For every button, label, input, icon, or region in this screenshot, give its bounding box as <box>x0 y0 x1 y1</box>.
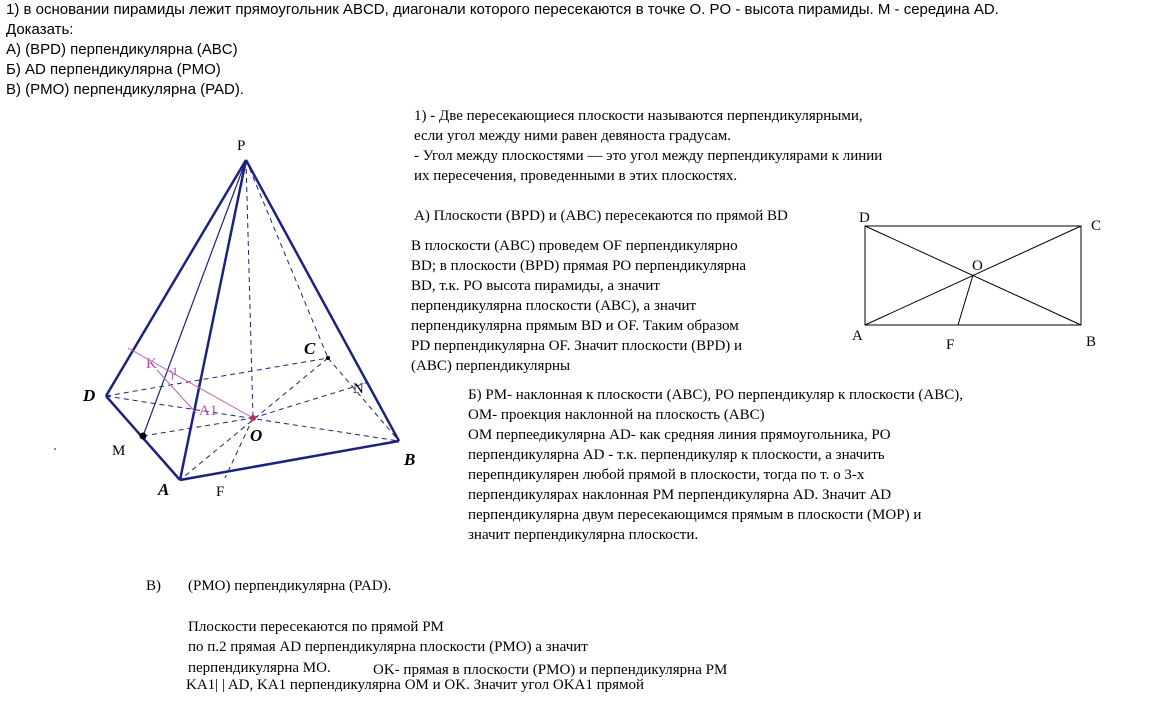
part-c-line-3a: перпендикулярна MO. <box>188 660 331 676</box>
rect-label-f: F <box>946 337 955 353</box>
part-c-heading: (PMO) перпендикулярна (PAD). <box>188 578 392 594</box>
label-m: M <box>112 443 126 459</box>
prove-label: Доказать: <box>6 21 74 38</box>
part-a-line: (ABC) перпендикулярны <box>411 358 571 374</box>
label-a1: A1 <box>199 403 218 419</box>
rect-label-d: D <box>859 210 870 226</box>
part-b-line: значит перпендикулярна плоскости. <box>468 527 699 543</box>
part-a-line: BD, т.к. PO высота пирамиды, а значит <box>411 278 660 294</box>
rect-label-c: C <box>1091 218 1102 234</box>
label-k: K <box>146 356 157 372</box>
part-c-label: В) <box>146 578 161 594</box>
claim-c: В) (PMO) перпендикулярна (PAD). <box>6 81 244 98</box>
rect-label-a: A <box>852 328 863 344</box>
part-a-line: В плоскости (ABC) проведем OF перпендикулярно <box>411 238 738 254</box>
part-b-line: перпендикулярах наклонная PM перпендикулярна AD. Значит AD <box>468 487 892 503</box>
part-c-line-4: KA1| | AD, KA1 перпендикулярна OM и OK. Значит угол OKA1 прямой <box>186 677 645 693</box>
label-c: C <box>304 339 316 358</box>
definition-line-1: 1) - Две пересекающиеся плоскости называются перпендикулярными, <box>414 108 863 124</box>
rect-label-o: O <box>972 258 983 274</box>
part-b-line: перпендикулярна AD - т.к. перпендикуляр к плоскости, а значить <box>468 447 885 463</box>
part-a-line: перпендикулярна плоскости (ABC), а значит <box>411 298 697 314</box>
label-o: O <box>250 426 263 445</box>
part-b-line: перепндикулярен любой прямой в плоскости, тогда по т. о 3-х <box>468 467 865 483</box>
part-a-line: перпендикулярна прямым BD и OF. Таким образом <box>411 318 739 334</box>
part-c-line-2: по п.2 прямая AD перпендикулярна плоскости (PMO) а значит <box>188 639 588 655</box>
label-angle-1: 1 <box>172 364 178 378</box>
part-b-line: OM- проекция наклонной на плоскость (ABC) <box>468 407 765 423</box>
part-b-line: OM перпеедикулярна AD- как средняя линия прямоугольника, PO <box>468 427 891 443</box>
label-d: D <box>83 386 96 405</box>
claim-a: А) (BPD) перпендикулярна (ABC) <box>6 41 238 58</box>
definition-line-3: - Угол между плоскостями — это угол между перпендикулярами к линии <box>414 148 883 164</box>
part-c-line-3b: OK- прямая в плоскости (PMO) и перпендикулярна PM <box>373 662 728 678</box>
claim-b: Б) AD перпендикулярна (PMO) <box>6 61 221 78</box>
label-p: P <box>237 138 246 154</box>
part-a-line: BD; в плоскости (BPD) прямая PO перпендикулярна <box>411 258 747 274</box>
rect-label-b: B <box>1086 334 1097 350</box>
part-c-line-1: Плоскости пересекаются по прямой PM <box>188 619 444 635</box>
part-b-line: Б) PM- наклонная к плоскости (ABC), PO перпендикуляр к плоскости (ABC), <box>468 387 963 403</box>
part-b-line: перпендикулярна двум пересекающимся прямым в плоскости (MOP) и <box>468 507 922 523</box>
label-f: F <box>216 484 225 500</box>
problem-statement: 1) в основании пирамиды лежит прямоугольник ABCD, диагонали которого пересекаются в точке O. PO - высота пирамиды. M - середина AD. <box>6 1 999 18</box>
label-b: B <box>404 450 416 469</box>
label-n: N <box>353 381 364 397</box>
part-a-heading: А) Плоскости (BPD) и (ABC) пересекаются по прямой BD <box>414 208 788 224</box>
definition-line-2: если угол между ними равен девяноста градусам. <box>414 128 732 144</box>
definition-line-4: их пересечения, проведенными в этих плоскостях. <box>414 168 738 184</box>
part-a-line: PD перпендикулярна OF. Значит плоскости (BPD) и <box>411 338 743 354</box>
label-a: A <box>158 480 170 499</box>
